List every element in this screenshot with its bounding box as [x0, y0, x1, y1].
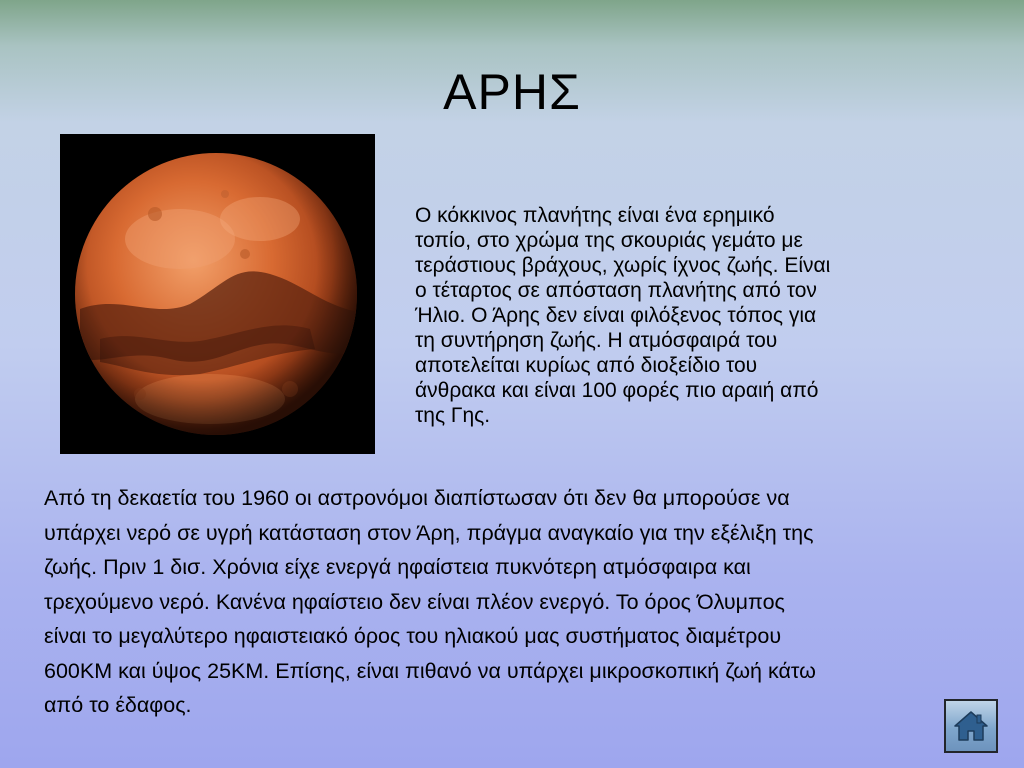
intro-paragraph: Ο κόκκινος πλανήτης είναι ένα ερημικό τοπίο, στο χρώμα της σκουριάς γεμάτο με τεράστιους βράχους, χωρίς ίχνος ζωής. Είναι ο τέταρτος σε απόσταση πλανήτης από τον Ήλιο. Ο Άρης δεν είναι φιλόξενος τόπος για τη συντήρηση ζωής. Η ατμόσφαιρά του αποτελείται κυρίως από διοξείδιο του άνθρακα και είναι 100 φορές πιο αραιή από της Γης.: [415, 204, 831, 427]
home-button[interactable]: [944, 699, 998, 753]
mars-image: [60, 134, 375, 454]
mars-planet-icon: [60, 134, 375, 454]
body-paragraph: Από τη δεκαετία του 1960 οι αστρονόμοι διαπίστωσαν ότι δεν θα μπορούσε να υπάρχει νερό σε υγρή κατάσταση στον Άρη, πράγμα αναγκαίο για την εξέλιξη της ζωής. Πριν 1 δισ. Χρόνια είχε ενεργά ηφαίστεια πυκνότερη ατμόσφαιρα και τρεχούμενο νερό. Κανένα ηφαίστειο δεν είναι πλέον ενεργό. Το όρος Όλυμπος είναι το μεγαλύτερο ηφαιστειακό όρος του ηλιακού μας συστήματος διαμέτρου 600ΚΜ και ύψος 25ΚΜ. Επίσης, είναι πιθανό να υπάρχει μικροσκοπική ζωή κάτω από το έδαφος.: [44, 486, 816, 717]
slide-title: ΑΡΗΣ: [443, 64, 581, 120]
home-icon: [951, 706, 991, 746]
